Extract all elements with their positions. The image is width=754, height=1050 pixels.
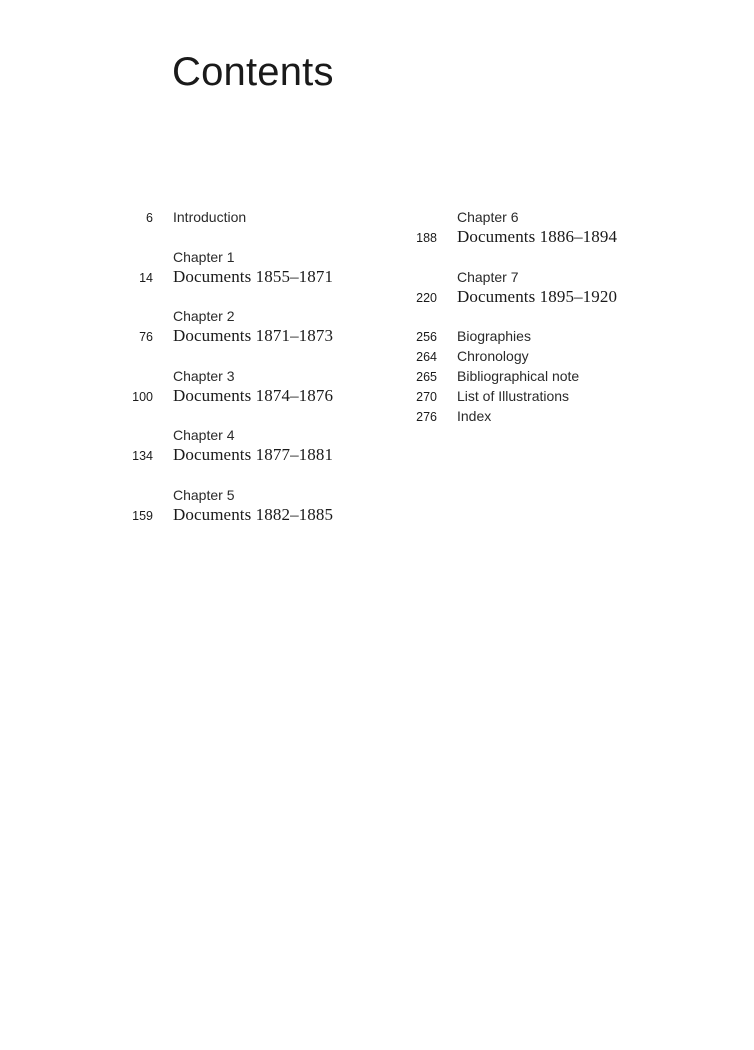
chapter-title: Documents 1855–1871 (173, 266, 334, 286)
chapter-label: Chapter 6 (457, 209, 519, 225)
page-number: 134 (132, 449, 153, 463)
page-number: 6 (146, 211, 153, 225)
chapter-label: Chapter 1 (173, 248, 235, 265)
page-number: 256 (416, 330, 437, 344)
entry-label: Bibliographical note (457, 368, 580, 384)
page-number: 276 (416, 410, 437, 424)
entry-label: Index (457, 408, 492, 424)
page-title: Contents (172, 50, 334, 94)
chapter-label: Chapter 5 (173, 486, 235, 503)
entry-label: Introduction (173, 209, 247, 225)
page-number: 159 (132, 508, 153, 523)
toc-left-column (0, 207, 380, 525)
chapter-label: Chapter 2 (173, 308, 235, 324)
page-number: 265 (416, 370, 437, 384)
entry-label: List of Illustrations (457, 388, 570, 404)
page-number: 220 (416, 290, 437, 305)
chapter-title: Documents 1874–1876 (173, 385, 334, 405)
page-number: 270 (416, 390, 437, 404)
toc-entry-chronology[interactable] (380, 346, 754, 366)
chapter-label: Chapter 3 (173, 367, 235, 384)
page-number: 188 (416, 231, 437, 245)
page-number: 14 (139, 270, 153, 285)
page-number: 100 (132, 389, 153, 404)
toc-entry-chapter-1[interactable] (0, 247, 380, 287)
chapter-title: Documents 1871–1873 (173, 326, 334, 345)
page-number: 76 (139, 330, 153, 344)
toc-entry-chapter-5[interactable] (0, 485, 380, 525)
toc-entry-index[interactable] (380, 406, 754, 426)
toc-entry-list-of-illustrations[interactable] (380, 386, 754, 406)
toc-entry-chapter-4[interactable] (0, 425, 380, 465)
chapter-title: Documents 1895–1920 (457, 286, 618, 306)
toc-entry-introduction[interactable] (0, 207, 380, 227)
chapter-title: Documents 1886–1894 (457, 227, 618, 246)
toc-entry-chapter-2[interactable] (0, 306, 380, 346)
chapter-title: Documents 1877–1881 (173, 445, 334, 464)
toc-entry-biographies[interactable] (380, 326, 754, 346)
toc-entry-chapter-6[interactable] (380, 207, 754, 247)
toc-entry-bibliographical-note[interactable] (380, 366, 754, 386)
chapter-title: Documents 1882–1885 (173, 504, 334, 524)
page-number: 264 (416, 350, 437, 364)
entry-label: Biographies (457, 328, 531, 344)
entry-label: Chronology (457, 348, 529, 364)
toc-entry-chapter-7[interactable] (380, 267, 754, 307)
chapter-label: Chapter 7 (457, 268, 519, 285)
chapter-label: Chapter 4 (173, 427, 235, 443)
toc-entry-chapter-3[interactable] (0, 366, 380, 406)
toc-right-column (380, 207, 754, 426)
